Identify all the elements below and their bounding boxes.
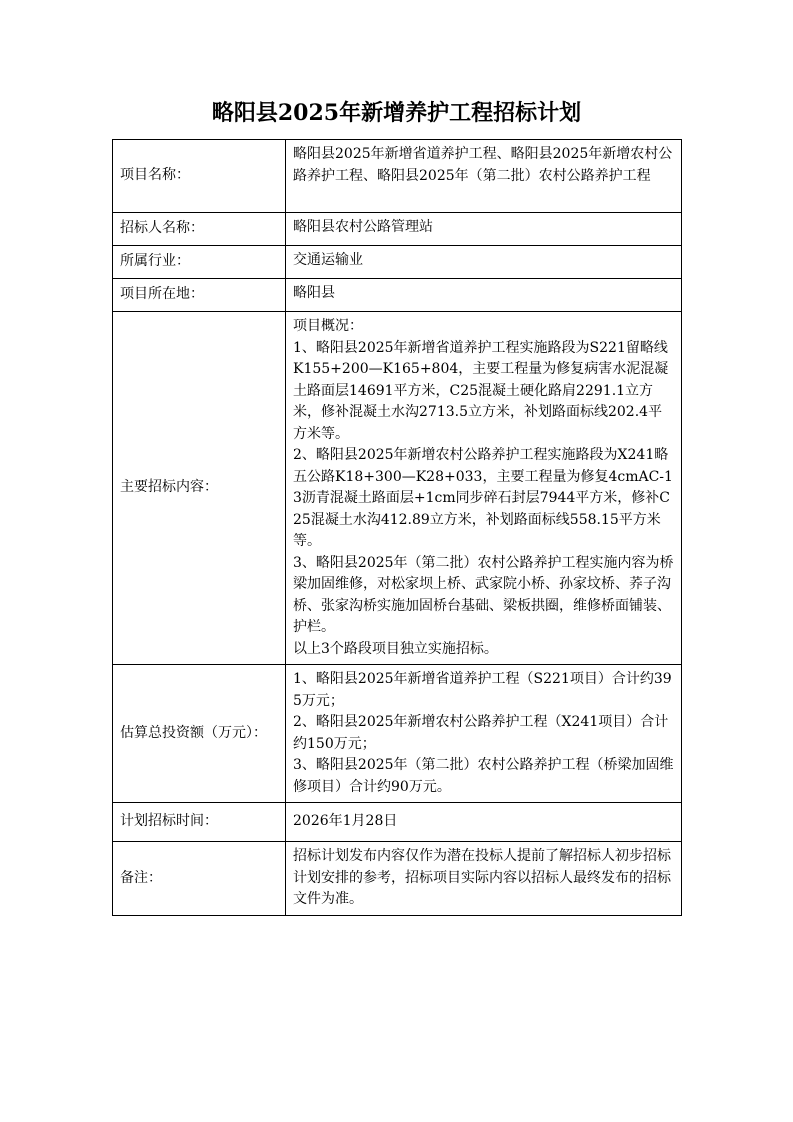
remarks-value: 招标计划发布内容仅作为潜在投标人提前了解招标人初步招标计划安排的参考，招标项目实际内容以招标人最终发布的招标文件为准。 [286, 842, 682, 916]
row-investment [113, 665, 682, 803]
investment-item-3: 3、略阳县2025年（第二批）农村公路养护工程（桥梁加固维修项目）合计约90万元。 [293, 757, 674, 795]
tenderer-value: 略阳县农村公路管理站 [286, 213, 682, 246]
remarks-label: 备注： [113, 842, 286, 916]
tender-plan-table [112, 139, 682, 916]
tenderer-label: 招标人名称： [113, 213, 286, 246]
investment-label: 估算总投资额（万元）： [113, 665, 286, 803]
investment-value [286, 665, 682, 803]
content-overview: 项目概况： [293, 318, 363, 334]
row-tender-time [113, 803, 682, 842]
project-name-value: 略阳县2025年新增省道养护工程、略阳县2025年新增农村公路养护工程、略阳县2025年（第二批）农村公路养护工程 [286, 140, 682, 213]
location-label: 项目所在地： [113, 279, 286, 312]
industry-value: 交通运输业 [286, 246, 682, 279]
row-industry [113, 246, 682, 279]
industry-label: 所属行业： [113, 246, 286, 279]
content-item-1: 1、略阳县2025年新增省道养护工程实施路段为S221留略线K155+200—K165+804，主要工程量为修复病害水泥混凝土路面层14691平方米，C25混凝土硬化路肩2291.1立方米，修补混凝土水沟2713.5立方米，补划路面标线202.4平方米等。 [293, 339, 669, 442]
investment-item-2: 2、略阳县2025年新增农村公路养护工程（X241项目）合计约150万元； [293, 714, 669, 752]
tender-time-label: 计划招标时间： [113, 803, 286, 842]
row-location [113, 279, 682, 312]
row-project-name [113, 140, 682, 213]
project-name-label: 项目名称： [113, 140, 286, 213]
content-label: 主要招标内容： [113, 312, 286, 665]
content-note: 以上3个路段项目独立实施招标。 [293, 640, 498, 657]
location-value: 略阳县 [286, 279, 682, 312]
row-content [113, 312, 682, 665]
investment-item-1: 1、略阳县2025年新增省道养护工程（S221项目）合计约395万元； [293, 671, 672, 709]
tender-time-value: 2026年1月28日 [286, 803, 682, 842]
content-item-2: 2、略阳县2025年新增农村公路养护工程实施路段为X241略五公路K18+300—K28+033，主要工程量为修复4cmAC-13沥青混凝土路面层+1cm同步碎石封层7944平方米，修补C25混凝土水沟412.89立方米，补划路面标线558.15平方米等。 [293, 447, 673, 549]
page-title: 略阳县2025年新增养护工程招标计划 [211, 100, 582, 126]
row-remarks [113, 842, 682, 916]
content-item-3: 3、略阳县2025年（第二批）农村公路养护工程实施内容为桥梁加固维修，对松家坝上桥、武家院小桥、孙家坟桥、荞子沟桥、张家沟桥实施加固桥台基础、梁板拱圈，维修桥面铺装、护栏。 [293, 554, 674, 635]
row-tenderer [113, 213, 682, 246]
content-value [286, 312, 682, 665]
